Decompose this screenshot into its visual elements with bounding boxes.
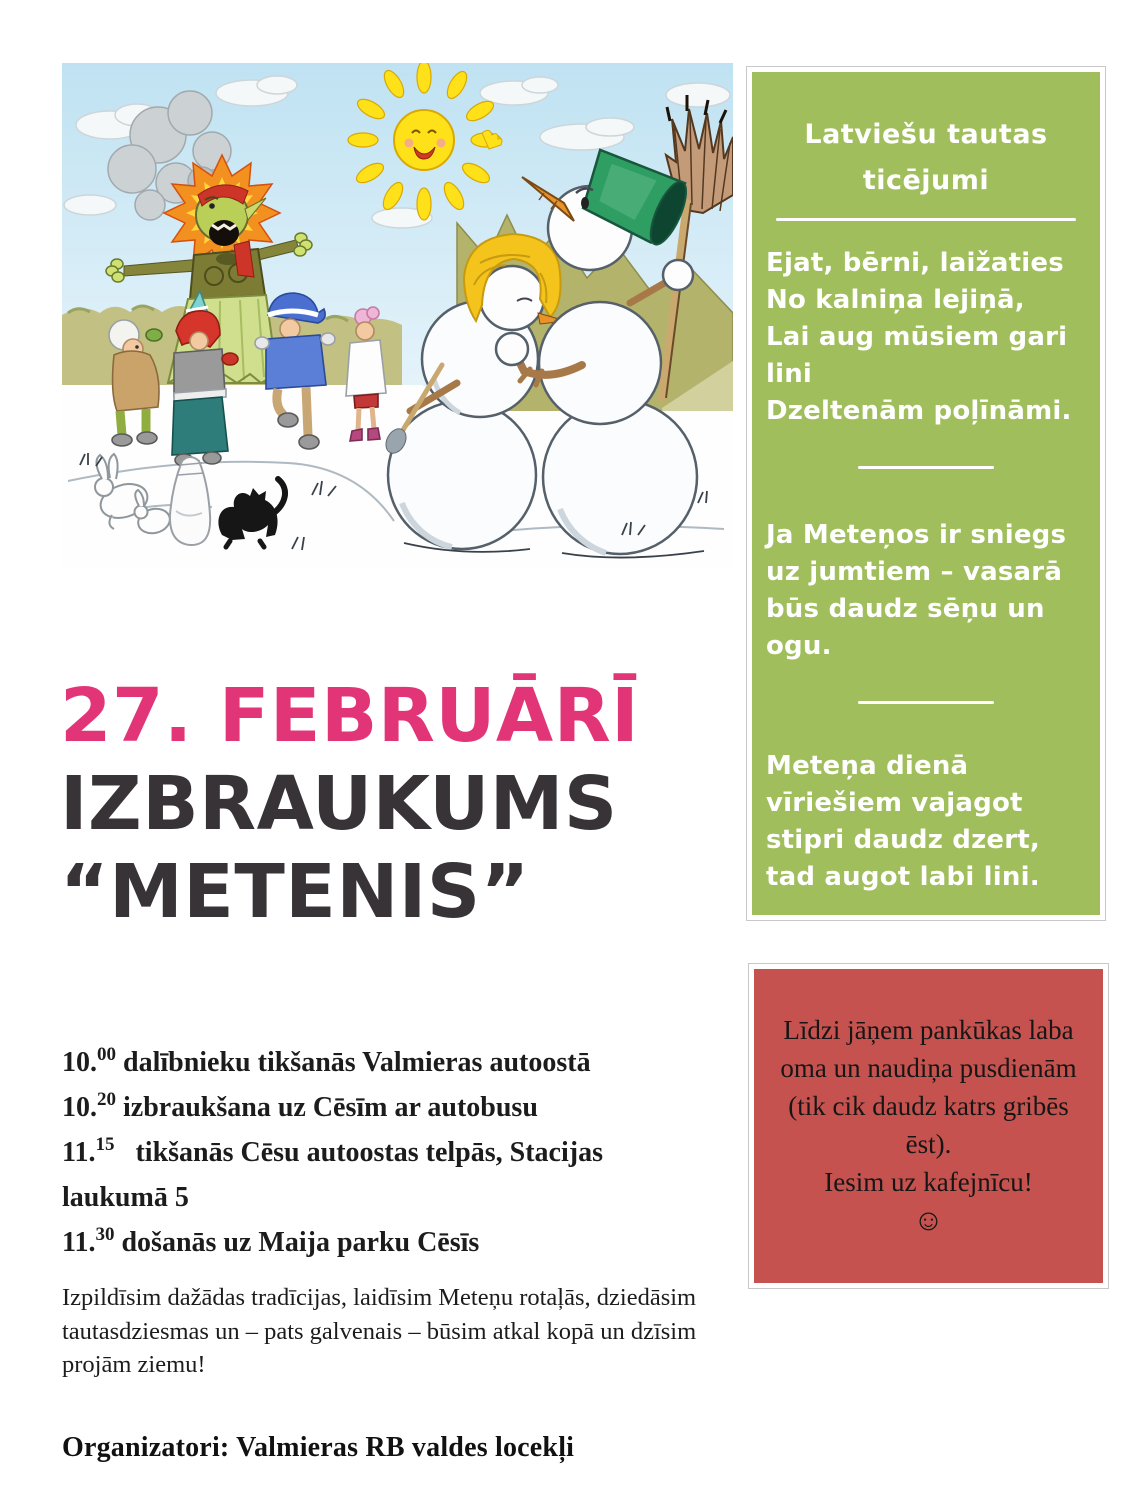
stanza-line: Dzeltenām poļīnāmi. xyxy=(766,396,1072,426)
description-line: projām ziemu! xyxy=(62,1351,206,1378)
beliefs-title-line1: Latviešu tautas xyxy=(804,119,1048,150)
beliefs-stanza-3 xyxy=(766,748,1086,896)
schedule-item xyxy=(62,1130,603,1175)
description-line: tautasdziesmas un – pats galvenais – būsim atkal kopā un dzīsim xyxy=(62,1317,697,1345)
schedule-text: došanās uz Maija parku Cēsīs xyxy=(114,1227,480,1258)
schedule-minutes: 15 xyxy=(95,1133,115,1155)
note-line: Līdzi jāņem pankūkas laba xyxy=(783,1015,1074,1045)
title-event-name: “METENIS” xyxy=(60,849,530,935)
stanza-line: ogu. xyxy=(766,631,832,661)
schedule xyxy=(62,1040,603,1265)
schedule-text: tikšanās Cēsu autoostas telpās, Stacijas xyxy=(114,1137,603,1168)
stanza-line: lini xyxy=(766,359,813,389)
stanza-line: Meteņa dienā xyxy=(766,751,969,781)
stanza-line: Lai aug mūsiem gari xyxy=(766,322,1068,352)
stanza-line: būs daudz sēņu un xyxy=(766,594,1045,624)
beliefs-stanza-1 xyxy=(766,245,1086,430)
title-event: IZBRAUKUMS xyxy=(60,761,618,847)
smiley-icon: ☺ xyxy=(913,1204,944,1237)
divider xyxy=(858,466,994,469)
schedule-item xyxy=(62,1085,603,1130)
schedule-item-continuation: laukumā 5 xyxy=(62,1182,189,1213)
divider xyxy=(776,218,1076,221)
beliefs-box xyxy=(747,67,1105,920)
schedule-text: izbraukšana uz Cēsīm ar autobusu xyxy=(116,1092,538,1123)
schedule-minutes: 00 xyxy=(97,1043,116,1065)
beliefs-box-title xyxy=(766,112,1086,204)
metenis-illustration xyxy=(62,63,733,568)
divider xyxy=(858,701,994,704)
note-line: ēst). xyxy=(905,1129,952,1159)
organizers-line: Organizatori: Valmieras RB valdes locekļi xyxy=(62,1432,575,1463)
note-line: (tik cik daudz katrs gribēs xyxy=(788,1091,1069,1121)
stanza-line: Ejat, bērni, laižaties xyxy=(766,248,1064,278)
schedule-item xyxy=(62,1220,603,1265)
beliefs-title-line2: ticējumi xyxy=(862,165,990,196)
description-paragraph xyxy=(62,1281,762,1382)
beliefs-stanza-2 xyxy=(766,517,1086,665)
description-line: Izpildīsim dažādas tradīcijas, laidīsim Meteņu rotaļās, dziedāsim xyxy=(62,1284,697,1311)
schedule-minutes: 20 xyxy=(97,1088,116,1110)
title-date: 27. FEBRUĀRĪ xyxy=(60,673,640,759)
schedule-minutes: 30 xyxy=(95,1223,115,1245)
schedule-time: 11. xyxy=(62,1137,96,1168)
stanza-line: No kalniņa lejiņā, xyxy=(766,285,1025,315)
schedule-time: 11. xyxy=(62,1227,96,1258)
note-line: Iesim uz kafejnīcu! xyxy=(824,1167,1033,1197)
stanza-line: vīriešiem vajagot xyxy=(766,788,1023,818)
note-box xyxy=(749,964,1108,1288)
stanza-line: stipri daudz dzert, xyxy=(766,825,1040,855)
stanza-line: Ja Meteņos ir sniegs xyxy=(766,520,1067,550)
schedule-text: dalībnieku tikšanās Valmieras autoostā xyxy=(116,1047,591,1078)
stanza-line: tad augot labi lini. xyxy=(766,862,1040,892)
note-line: oma un naudiņa pusdienām xyxy=(780,1053,1077,1083)
schedule-item xyxy=(62,1040,603,1085)
page-title xyxy=(60,672,639,936)
schedule-time: 10. xyxy=(62,1047,97,1078)
stanza-line: uz jumtiem – vasarā xyxy=(766,557,1063,587)
schedule-time: 10. xyxy=(62,1092,97,1123)
